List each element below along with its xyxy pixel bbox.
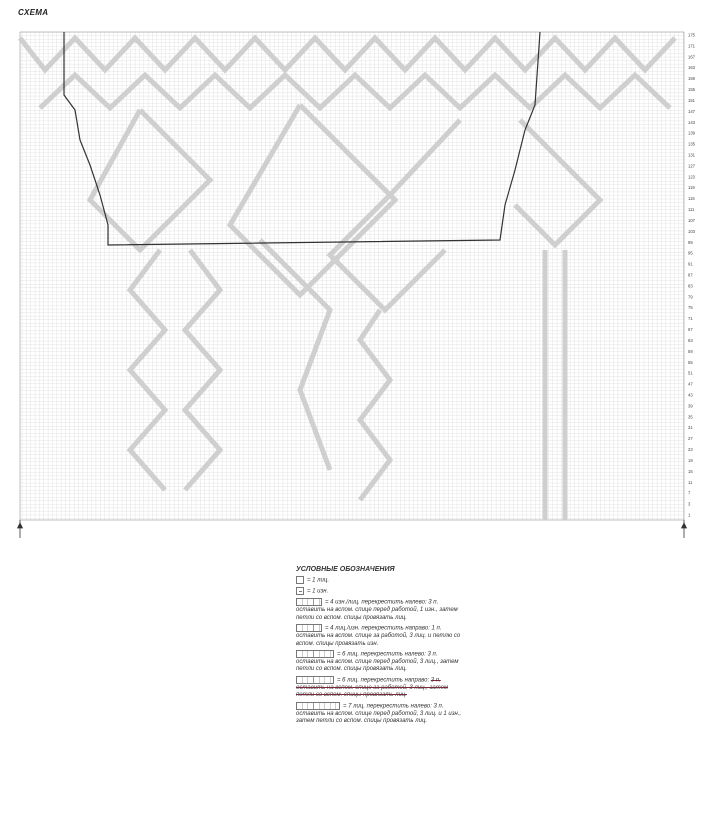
row-number-label: 1 [688,512,691,518]
legend-text: = 7 лиц. перекрестить налево: 3 п. оставить на вспом. спице перед работой, 3 лиц. и 1 изн., затем петли со вспом. спицы провязать лиц. [296,703,462,724]
row-number-label: 19 [688,457,693,463]
row-number-label: 111 [688,207,695,213]
legend [296,566,466,727]
legend-text: = 4 изн./лиц. перекрестить налево: 3 п. оставить на вспом. спице перед работой, 1 изн., затем петли со вспом. спицы провязать лиц. [296,599,458,621]
row-number-label: 71 [688,316,693,322]
cable-6-left-icon [296,650,334,658]
chart-title: СХЕМА [18,8,49,17]
row-number-label: 47 [688,381,693,387]
row-number-label: 23 [688,447,693,453]
knit-symbol-icon [296,576,304,584]
legend-text: = 1 лиц. [307,577,329,584]
row-number-label: 103 [688,228,695,234]
row-number-label: 67 [688,327,693,333]
cable-7-left-icon [296,702,340,710]
row-number-label: 79 [688,294,693,300]
row-number-label: 35 [688,414,693,420]
legend-item-cross-4-right [296,624,466,648]
row-number-label: 123 [688,174,695,180]
legend-text: = 6 лиц. перекрестить направо: [337,677,430,684]
row-number-label: 7 [688,490,691,496]
row-number-label: 87 [688,272,693,278]
row-number-label: 31 [688,425,693,431]
row-number-label: 171 [688,43,695,49]
row-number-label: 11 [688,479,693,485]
row-number-label: 139 [688,130,695,136]
legend-text: = 4 лиц./изн. перекрестить направо: 1 п. оставить на вспом. спице за работой, 3 лиц. и петлю со вспом. спицы провязать изн. [296,625,461,647]
row-number-label: 75 [688,305,693,311]
row-number-label: 151 [688,97,695,103]
row-number-label: 63 [688,337,693,343]
row-number-label: 143 [688,119,695,125]
row-numbers [688,33,696,518]
legend-item-cross-6-left [296,650,466,674]
legend-title: УСЛОВНЫЕ ОБОЗНАЧЕНИЯ [296,566,395,573]
legend-item-knit [296,576,466,585]
row-number-label: 15 [688,468,693,474]
row-number-label: 51 [688,370,693,376]
row-number-label: 107 [688,217,695,223]
legend-text-struck: 3 п. оставить на вспом. спице за работой, 3 лиц., затем петли со вспом. спицы провязать лиц. [296,677,449,699]
edge-arrows [18,520,687,538]
purl-symbol-icon [296,587,304,595]
row-number-label: 27 [688,436,693,442]
cable-4-right-icon [296,624,322,632]
row-number-label: 131 [688,152,695,158]
row-number-label: 119 [688,185,695,191]
row-number-label: 135 [688,141,695,147]
row-number-label: 175 [688,32,695,38]
row-number-label: 43 [688,392,693,398]
row-number-label: 3 [688,501,691,507]
legend-item-cross-6-right [296,676,466,700]
row-number-label: 99 [688,239,693,245]
legend-item-purl [296,587,466,596]
row-number-label: 147 [688,108,695,114]
legend-text: = 1 изн. [307,588,329,595]
legend-item-cross-7-left [296,702,466,726]
row-number-label: 115 [688,196,695,202]
row-number-label: 59 [688,348,693,354]
cable-6-right-icon [296,676,334,684]
row-number-label: 95 [688,250,693,256]
row-number-label: 39 [688,403,693,409]
row-number-label: 127 [688,163,695,169]
row-number-label: 91 [688,261,693,267]
legend-text: = 6 лиц. перекрестить налево: 3 п. оставить на вспом. спице перед работой, 3 лиц., затем петли со вспом. спицы провязать лиц. [296,651,459,673]
row-number-label: 163 [688,65,695,71]
cable-4-left-icon [296,598,322,606]
row-number-label: 159 [688,76,695,82]
row-number-label: 83 [688,283,693,289]
row-number-label: 167 [688,54,695,60]
row-number-label: 155 [688,87,695,93]
legend-item-cross-4-left [296,598,466,622]
row-number-label: 55 [688,359,693,365]
